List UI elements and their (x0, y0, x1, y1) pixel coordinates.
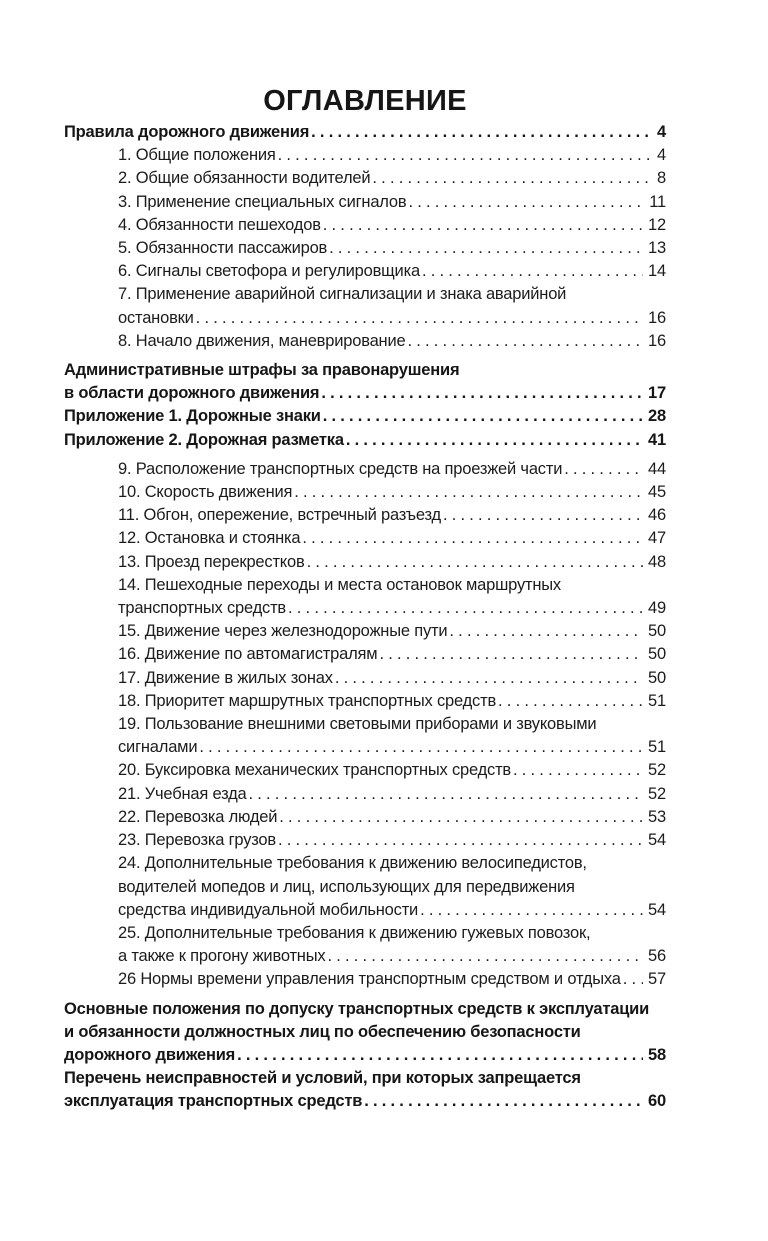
toc-line (64, 382, 666, 405)
toc-entry (118, 690, 666, 713)
toc-entry-text: Перечень неисправностей и условий, при которых запрещается (64, 1069, 581, 1088)
toc-entry-text: дорожного движения (64, 1045, 236, 1064)
toc-entry-text: 2. Общие обязанности водителей (118, 169, 371, 188)
dot-leader (335, 667, 643, 690)
toc-entry (118, 237, 666, 260)
toc-entry-text: 8. Начало движения, маневрирование (118, 331, 406, 350)
toc-entry (118, 574, 666, 620)
toc-entry (118, 191, 666, 214)
dot-leader (294, 481, 643, 504)
toc-entry-text: 1. Общие положения (118, 146, 276, 165)
toc-line (118, 620, 666, 643)
dot-leader (302, 527, 643, 550)
page-number: 16 (648, 308, 666, 327)
toc-line (118, 945, 666, 968)
dot-leader (196, 307, 643, 330)
toc-entry (118, 713, 666, 759)
toc-entry-text: 17. Движение в жилых зонах (118, 668, 333, 687)
toc-entry-text: 23. Перевозка грузов (118, 831, 276, 850)
dot-leader (327, 945, 643, 968)
toc-line (118, 899, 666, 922)
dot-leader (449, 620, 643, 643)
toc-entry (118, 144, 666, 167)
toc-entry (64, 998, 666, 1068)
page-number: 14 (648, 262, 666, 281)
toc-entry-text: 26 Нормы времени управления транспортным средством и отдыха (118, 970, 621, 989)
toc-entry-text: 16. Движение по автомагистралям (118, 645, 378, 664)
toc-line (118, 191, 666, 214)
toc-line (118, 167, 666, 190)
toc-entry (118, 458, 666, 481)
toc-line (118, 829, 666, 852)
page-number: 4 (657, 123, 666, 141)
toc-entry (118, 283, 666, 329)
toc-content (64, 86, 666, 1114)
dot-leader (321, 382, 643, 405)
toc-entry-text: 18. Приоритет маршрутных транспортных средств (118, 691, 497, 710)
toc-line (64, 429, 666, 452)
toc-entry-text: 9. Расположение транспортных средств на проезжей части (118, 459, 563, 478)
page-number: 56 (648, 947, 666, 966)
toc-entry (118, 759, 666, 782)
dot-leader (278, 144, 652, 167)
dot-leader (564, 458, 643, 481)
toc-entry-text: 3. Применение специальных сигналов (118, 192, 407, 211)
page-number: 50 (648, 645, 666, 664)
toc-entry-text: 5. Обязанности пассажиров (118, 239, 328, 258)
toc-entry-text: Правила дорожного движения (64, 123, 310, 141)
toc-line (64, 1090, 666, 1113)
toc-entry (118, 504, 666, 527)
toc-entry-text: 21. Учебная езда (118, 784, 247, 803)
dot-leader (346, 429, 643, 452)
page-number: 46 (648, 506, 666, 525)
toc-entry-text: 15. Движение через железнодорожные пути (118, 622, 448, 641)
page-number: 51 (648, 738, 666, 757)
toc-line (118, 922, 666, 945)
page-number: 28 (648, 407, 666, 426)
toc-entry (64, 1067, 666, 1113)
toc-entry-text: 24. Дополнительные требования к движению велосипедистов, (118, 854, 587, 873)
toc-line (64, 1021, 666, 1044)
page-number: 12 (648, 215, 666, 234)
toc-line (118, 551, 666, 574)
toc-entry-text: в области дорожного движения (64, 384, 320, 403)
toc-line (118, 876, 666, 899)
page-number: 58 (648, 1045, 666, 1064)
toc-entry (118, 620, 666, 643)
dot-leader (307, 551, 643, 574)
toc-list (64, 121, 666, 1114)
toc-entry-text: остановки (118, 308, 194, 327)
toc-entry (64, 359, 666, 405)
page-number: 53 (648, 807, 666, 826)
toc-entry (118, 852, 666, 922)
page-number: 54 (648, 900, 666, 919)
page-number: 60 (648, 1092, 666, 1111)
toc-entry-text: и обязанности должностных лиц по обеспечению безопасности (64, 1022, 581, 1041)
dot-leader (323, 405, 643, 428)
toc-entry-text: средства индивидуальной мобильности (118, 900, 419, 919)
toc-entry-text: а также к прогону животных (118, 947, 326, 966)
toc-entry-text: Приложение 1. Дорожные знаки (64, 407, 321, 426)
page-number: 48 (648, 552, 666, 571)
toc-entry-text: транспортных средств (118, 599, 287, 618)
toc-line (118, 574, 666, 597)
toc-entry-text: 19. Пользование внешними световыми приборами и звуковыми (118, 715, 597, 734)
toc-entry-text: эксплуатация транспортных средств (64, 1092, 363, 1111)
toc-line (64, 359, 666, 382)
toc-line (118, 597, 666, 620)
toc-entry (118, 214, 666, 237)
toc-entry-text: 7. Применение аварийной сигнализации и знака аварийной (118, 285, 567, 304)
page-title: ОГЛАВЛЕНИЕ (263, 85, 467, 117)
toc-entry-text: 22. Перевозка людей (118, 807, 278, 826)
toc-line (118, 504, 666, 527)
toc-line (64, 1067, 666, 1090)
dot-leader (407, 330, 643, 353)
toc-entry (64, 429, 666, 452)
dot-leader (443, 504, 643, 527)
toc-entry (118, 643, 666, 666)
dot-leader (329, 237, 643, 260)
page-number: 41 (648, 430, 666, 449)
toc-entry (118, 260, 666, 283)
page-number: 57 (648, 970, 666, 989)
toc-line (118, 214, 666, 237)
toc-entry-text: 25. Дополнительные требования к движению гужевых повозок, (118, 923, 591, 942)
page-number: 16 (648, 331, 666, 350)
toc-entry (118, 167, 666, 190)
toc-entry-text: сигналами (118, 738, 198, 757)
page-number: 8 (657, 169, 666, 188)
toc-line (118, 690, 666, 713)
page-number: 54 (648, 831, 666, 850)
dot-leader (372, 167, 652, 190)
toc-entry (118, 527, 666, 550)
toc-line (64, 121, 666, 144)
toc-line (118, 260, 666, 283)
toc-line (118, 481, 666, 504)
dot-leader (248, 783, 643, 806)
toc-entry (118, 667, 666, 690)
toc-line (118, 283, 666, 306)
toc-entry-text: 13. Проезд перекрестков (118, 552, 305, 571)
toc-line (118, 736, 666, 759)
dot-leader (279, 806, 643, 829)
page-number: 52 (648, 784, 666, 803)
toc-entry-text: 12. Остановка и стоянка (118, 529, 301, 548)
toc-entry (64, 121, 666, 144)
dot-leader (323, 214, 643, 237)
toc-line (118, 852, 666, 875)
dot-leader (513, 759, 643, 782)
dot-leader (408, 191, 644, 214)
dot-leader (278, 829, 643, 852)
toc-entry (118, 806, 666, 829)
toc-line (118, 643, 666, 666)
toc-entry-text: водителей мопедов и лиц, использующих для передвижения (118, 877, 575, 896)
toc-entry (118, 481, 666, 504)
toc-entry-text: Основные положения по допуску транспортных средств к эксплуатации (64, 999, 650, 1018)
page-number: 17 (648, 384, 666, 403)
toc-entry-text: 11. Обгон, опережение, встречный разъезд (118, 506, 441, 525)
toc-entry (118, 330, 666, 353)
toc-line (64, 405, 666, 428)
dot-leader (237, 1044, 643, 1067)
dot-leader (311, 121, 652, 144)
toc-line (64, 998, 666, 1021)
page-number: 50 (648, 622, 666, 641)
page-number: 44 (648, 459, 666, 478)
toc-entry (118, 551, 666, 574)
toc-entry (64, 405, 666, 428)
toc-line (64, 1044, 666, 1067)
dot-leader (623, 968, 643, 991)
dot-leader (364, 1090, 643, 1113)
dot-leader (288, 597, 643, 620)
page-number: 47 (648, 529, 666, 548)
toc-line (118, 783, 666, 806)
toc-entry-text: Приложение 2. Дорожная разметка (64, 430, 344, 449)
dot-leader (199, 736, 643, 759)
page-number: 13 (648, 239, 666, 258)
toc-line (118, 713, 666, 736)
page-number: 52 (648, 761, 666, 780)
page-number: 4 (657, 146, 666, 165)
toc-entry-text: 14. Пешеходные переходы и места остановок маршрутных (118, 575, 561, 594)
toc-line (118, 806, 666, 829)
dot-leader (420, 899, 643, 922)
page-number: 11 (649, 192, 666, 211)
toc-entry-text: Административные штрафы за правонарушения (64, 361, 460, 380)
toc-entry-text: 6. Сигналы светофора и регулировщика (118, 262, 420, 281)
toc-entry-text: 10. Скорость движения (118, 483, 293, 502)
toc-line (118, 527, 666, 550)
dot-leader (422, 260, 643, 283)
toc-line (118, 968, 666, 991)
page-number: 50 (648, 668, 666, 687)
toc-line (118, 237, 666, 260)
toc-line (118, 759, 666, 782)
dot-leader (498, 690, 643, 713)
page-number: 49 (648, 599, 666, 618)
dot-leader (379, 643, 643, 666)
toc-entry-text: 20. Буксировка механических транспортных средств (118, 761, 511, 780)
page-number: 51 (648, 691, 666, 710)
toc-line (118, 458, 666, 481)
toc-entry (118, 829, 666, 852)
toc-entry (118, 783, 666, 806)
toc-line (118, 144, 666, 167)
toc-entry (118, 968, 666, 991)
toc-line (118, 307, 666, 330)
toc-entry (118, 922, 666, 968)
page-number: 45 (648, 483, 666, 502)
toc-entry-text: 4. Обязанности пешеходов (118, 215, 321, 234)
toc-line (118, 330, 666, 353)
toc-line (118, 667, 666, 690)
